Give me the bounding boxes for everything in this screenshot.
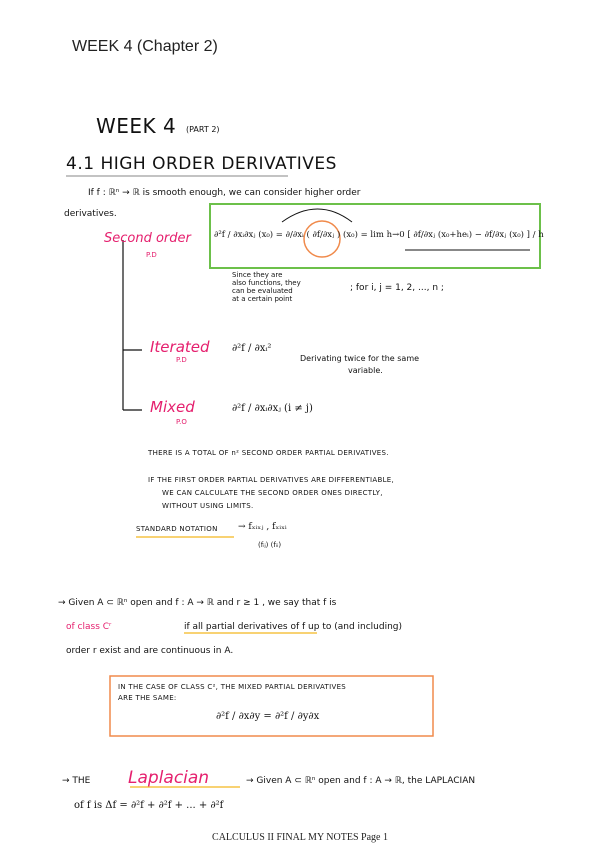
mixed-formula: ∂²f / ∂xᵢ∂xⱼ (i ≠ j) — [232, 403, 313, 414]
c2-line-2: ARE THE SAME: — [118, 694, 177, 702]
star-note-1: THERE IS A TOTAL OF n² SECOND ORDER PARTIAL DERIVATIVES. — [148, 449, 389, 457]
star-note-2-line-3: WITHOUT USING LIMITS. — [162, 502, 254, 510]
mixed-pd: P.O — [176, 418, 187, 426]
class-line-2: if all partial derivatives of f up to (and including) — [184, 622, 403, 632]
side-note-4: at a certain point — [232, 295, 293, 303]
page-title: WEEK 4 (Chapter 2) — [72, 38, 218, 55]
iterated-pd: P.D — [176, 356, 187, 364]
iterated-note-1: Derivating twice for the same — [300, 354, 420, 363]
iterated-note-2: variable. — [348, 366, 383, 375]
second-order-pd: P.D — [146, 251, 157, 259]
class-line-3: order r exist and are continuous in A. — [66, 646, 234, 656]
second-order-label: Second order — [104, 231, 191, 246]
mixed-label: Mixed — [150, 398, 195, 416]
laplacian-word: Laplacian — [128, 768, 210, 788]
page-footer: CALCULUS II FINAL MY NOTES Page 1 — [212, 832, 388, 843]
iterated-label: Iterated — [150, 338, 210, 356]
week-heading: WEEK 4 — [96, 114, 177, 138]
star-note-3-sub: (fᵢⱼ) (fᵢᵢ) — [258, 541, 282, 549]
intro-line-1: If f : ℝⁿ → ℝ is smooth enough, we can consider higher order — [88, 188, 361, 198]
side-note-2: also functions, they — [232, 279, 301, 287]
week-part: (PART 2) — [186, 125, 220, 134]
c2-formula: ∂²f / ∂x∂y = ∂²f / ∂y∂x — [216, 711, 320, 722]
section-heading: 4.1 HIGH ORDER DERIVATIVES — [66, 154, 337, 174]
bracket-arc — [282, 209, 352, 222]
laplacian-line-2: of f is Δf = ∂²f + ∂²f + ... + ∂²f — [74, 800, 224, 811]
side-note-3: can be evaluated — [232, 287, 293, 295]
star-note-3-formula: → fₓᵢₓⱼ , fₓᵢₓᵢ — [238, 522, 287, 532]
class-line-1: → Given A ⊂ ℝⁿ open and f : A → ℝ and r ≥ 1 , we say that f is — [58, 598, 337, 608]
side-note-1: Since they are — [232, 271, 283, 279]
iterated-formula: ∂²f / ∂xᵢ² — [232, 343, 272, 354]
laplacian-prefix: → THE — [62, 776, 91, 786]
c2-line-1: IN THE CASE OF CLASS C², THE MIXED PARTIAL DERIVATIVES — [118, 683, 347, 691]
star-note-2-line-2: WE CAN CALCULATE THE SECOND ORDER ONES DIRECTLY, — [162, 489, 383, 497]
class-line-2-highlight: of class Cʳ — [66, 622, 112, 632]
star-note-2-line-1: IF THE FIRST ORDER PARTIAL DERIVATIVES ARE DIFFERENTIABLE, — [148, 476, 395, 484]
star-note-3-label: STANDARD NOTATION — [136, 525, 218, 533]
intro-line-2: derivatives. — [64, 209, 117, 219]
laplacian-rest: → Given A ⊂ ℝⁿ open and f : A → ℝ, the LAPLACIAN — [246, 776, 476, 786]
second-order-formula: ∂²f / ∂xᵢ∂xⱼ (x₀) = ∂/∂xᵢ ( ∂f/∂xⱼ ) (x₀) = lim h→0 [ ∂f/∂xⱼ (x₀+heᵢ) − ∂f/∂xⱼ (x₀) ] / h — [214, 230, 544, 240]
index-note: ; for i, j = 1, 2, ..., n ; — [350, 283, 444, 293]
